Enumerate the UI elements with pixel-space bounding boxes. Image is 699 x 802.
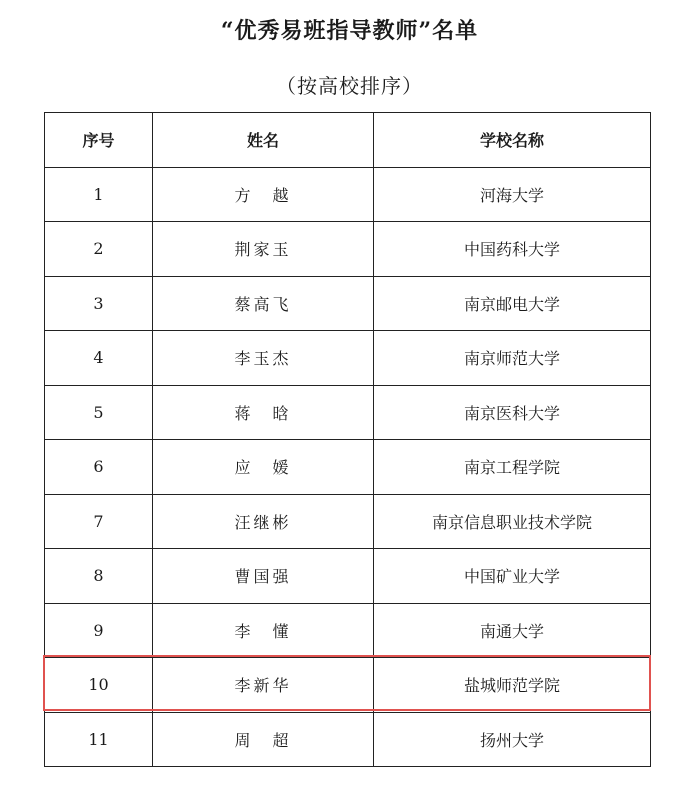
header-name: 姓名	[153, 113, 374, 168]
row-name: 蔡高飞	[153, 276, 374, 331]
row-school: 南京信息职业技术学院	[374, 494, 651, 549]
row-no: 8	[45, 549, 153, 604]
teacher-list-table	[44, 112, 651, 767]
row-name: 应 媛	[153, 440, 374, 495]
row-no: 1	[45, 167, 153, 222]
row-name: 曹国强	[153, 549, 374, 604]
row-no: 3	[45, 276, 153, 331]
row-name: 蒋 晗	[153, 385, 374, 440]
table-row-highlighted	[45, 658, 651, 713]
row-name: 李新华	[153, 658, 374, 713]
row-school: 南京医科大学	[374, 385, 651, 440]
table-row	[45, 276, 651, 331]
table-row	[45, 494, 651, 549]
row-no: 4	[45, 331, 153, 386]
table-header-row	[45, 113, 651, 168]
row-name: 李 懂	[153, 603, 374, 658]
row-no: 5	[45, 385, 153, 440]
row-no: 9	[45, 603, 153, 658]
row-school: 南京工程学院	[374, 440, 651, 495]
row-no: 7	[45, 494, 153, 549]
row-school: 南京师范大学	[374, 331, 651, 386]
document-title: “优秀易班指导教师”名单	[220, 18, 479, 44]
row-no: 10	[45, 658, 153, 713]
row-school: 扬州大学	[374, 712, 651, 767]
table-row	[45, 440, 651, 495]
table-row	[45, 331, 651, 386]
row-name: 李玉杰	[153, 331, 374, 386]
row-name: 荆家玉	[153, 222, 374, 277]
row-name: 方 越	[153, 167, 374, 222]
row-school: 南京邮电大学	[374, 276, 651, 331]
row-school: 中国矿业大学	[374, 549, 651, 604]
row-name: 周 超	[153, 712, 374, 767]
header-school: 学校名称	[374, 113, 651, 168]
row-school: 河海大学	[374, 167, 651, 222]
table-row	[45, 222, 651, 277]
row-no: 2	[45, 222, 153, 277]
header-no: 序号	[45, 113, 153, 168]
table-row	[45, 712, 651, 767]
table-row	[45, 549, 651, 604]
table-row	[45, 385, 651, 440]
table-row	[45, 603, 651, 658]
document-subtitle: （按高校排序）	[276, 74, 423, 98]
row-no: 11	[45, 712, 153, 767]
row-no: 6	[45, 440, 153, 495]
table-row	[45, 167, 651, 222]
row-school: 南通大学	[374, 603, 651, 658]
row-name: 汪继彬	[153, 494, 374, 549]
row-school: 中国药科大学	[374, 222, 651, 277]
row-school: 盐城师范学院	[374, 658, 651, 713]
